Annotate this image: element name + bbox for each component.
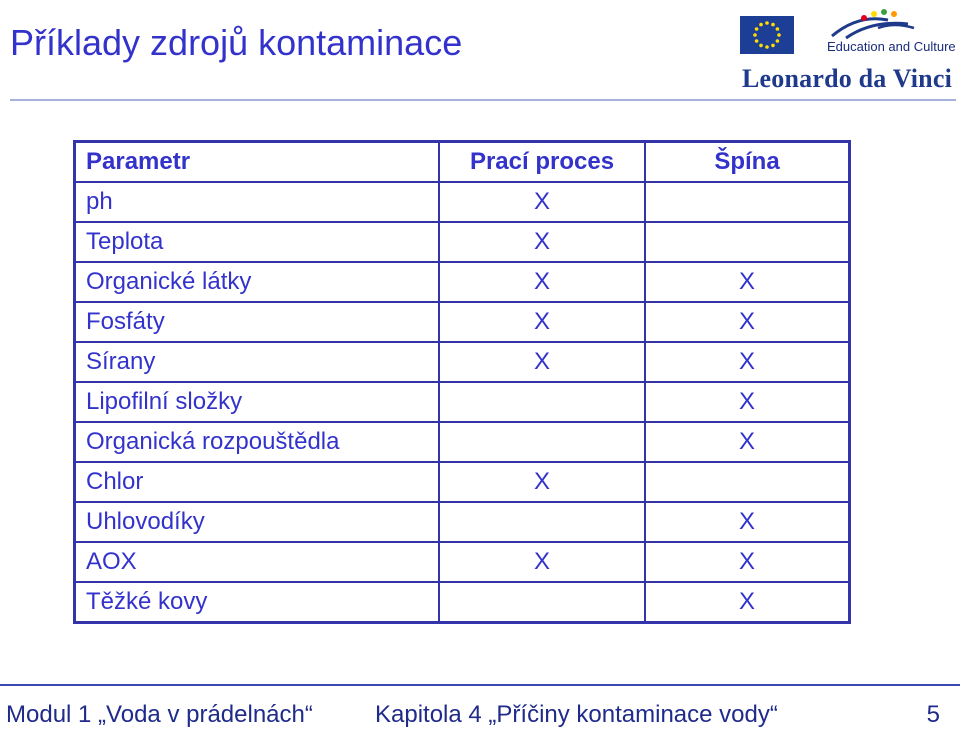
row-praci-proces-mark bbox=[439, 502, 645, 542]
row-parameter: Uhlovodíky bbox=[75, 502, 440, 542]
row-parameter: Teplota bbox=[75, 222, 440, 262]
row-parameter: Organické látky bbox=[75, 262, 440, 302]
table-row bbox=[75, 422, 850, 462]
header-parametr: Parametr bbox=[75, 142, 440, 183]
table-row bbox=[75, 462, 850, 502]
leonardo-wings-icon bbox=[828, 6, 918, 42]
eu-flag-icon bbox=[740, 16, 794, 54]
footer-module: Modul 1 „Voda v prádelnách“ bbox=[6, 701, 313, 728]
row-praci-proces-mark: X bbox=[439, 182, 645, 222]
row-praci-proces-mark bbox=[439, 382, 645, 422]
row-praci-proces-mark: X bbox=[439, 222, 645, 262]
leonardo-da-vinci-label: Leonardo da Vinci bbox=[742, 64, 952, 93]
row-praci-proces-mark bbox=[439, 582, 645, 623]
row-spina-mark: X bbox=[645, 502, 850, 542]
contamination-table bbox=[73, 140, 851, 624]
leonardo-logo bbox=[740, 4, 956, 96]
row-parameter: Chlor bbox=[75, 462, 440, 502]
table-row bbox=[75, 502, 850, 542]
table-row bbox=[75, 262, 850, 302]
row-spina-mark bbox=[645, 462, 850, 502]
row-spina-mark: X bbox=[645, 582, 850, 623]
row-praci-proces-mark: X bbox=[439, 462, 645, 502]
education-culture-label: Education and Culture bbox=[827, 39, 956, 54]
header-praci-proces: Prací proces bbox=[439, 142, 645, 183]
row-praci-proces-mark: X bbox=[439, 342, 645, 382]
table-row bbox=[75, 342, 850, 382]
row-parameter: Sírany bbox=[75, 342, 440, 382]
table-row bbox=[75, 302, 850, 342]
page-number: 5 bbox=[926, 701, 940, 728]
title-divider bbox=[10, 99, 956, 101]
row-praci-proces-mark: X bbox=[439, 542, 645, 582]
row-parameter: Lipofilní složky bbox=[75, 382, 440, 422]
row-praci-proces-mark: X bbox=[439, 262, 645, 302]
table-row bbox=[75, 182, 850, 222]
row-spina-mark: X bbox=[645, 422, 850, 462]
table-row bbox=[75, 382, 850, 422]
footer-chapter: Kapitola 4 „Příčiny kontaminace vody“ bbox=[375, 701, 778, 728]
row-praci-proces-mark bbox=[439, 422, 645, 462]
table-row bbox=[75, 542, 850, 582]
table-header-row bbox=[75, 142, 850, 183]
row-spina-mark: X bbox=[645, 302, 850, 342]
row-parameter: Těžké kovy bbox=[75, 582, 440, 623]
row-spina-mark bbox=[645, 182, 850, 222]
row-parameter: Organická rozpouštědla bbox=[75, 422, 440, 462]
table-row bbox=[75, 582, 850, 623]
row-parameter: Fosfáty bbox=[75, 302, 440, 342]
row-spina-mark bbox=[645, 222, 850, 262]
row-spina-mark: X bbox=[645, 342, 850, 382]
row-spina-mark: X bbox=[645, 382, 850, 422]
footer-divider bbox=[0, 684, 960, 686]
row-praci-proces-mark: X bbox=[439, 302, 645, 342]
table-row bbox=[75, 222, 850, 262]
header-spina: Špína bbox=[645, 142, 850, 183]
row-parameter: AOX bbox=[75, 542, 440, 582]
row-parameter: ph bbox=[75, 182, 440, 222]
slide-title: Příklady zdrojů kontaminace bbox=[10, 22, 463, 63]
row-spina-mark: X bbox=[645, 542, 850, 582]
row-spina-mark: X bbox=[645, 262, 850, 302]
